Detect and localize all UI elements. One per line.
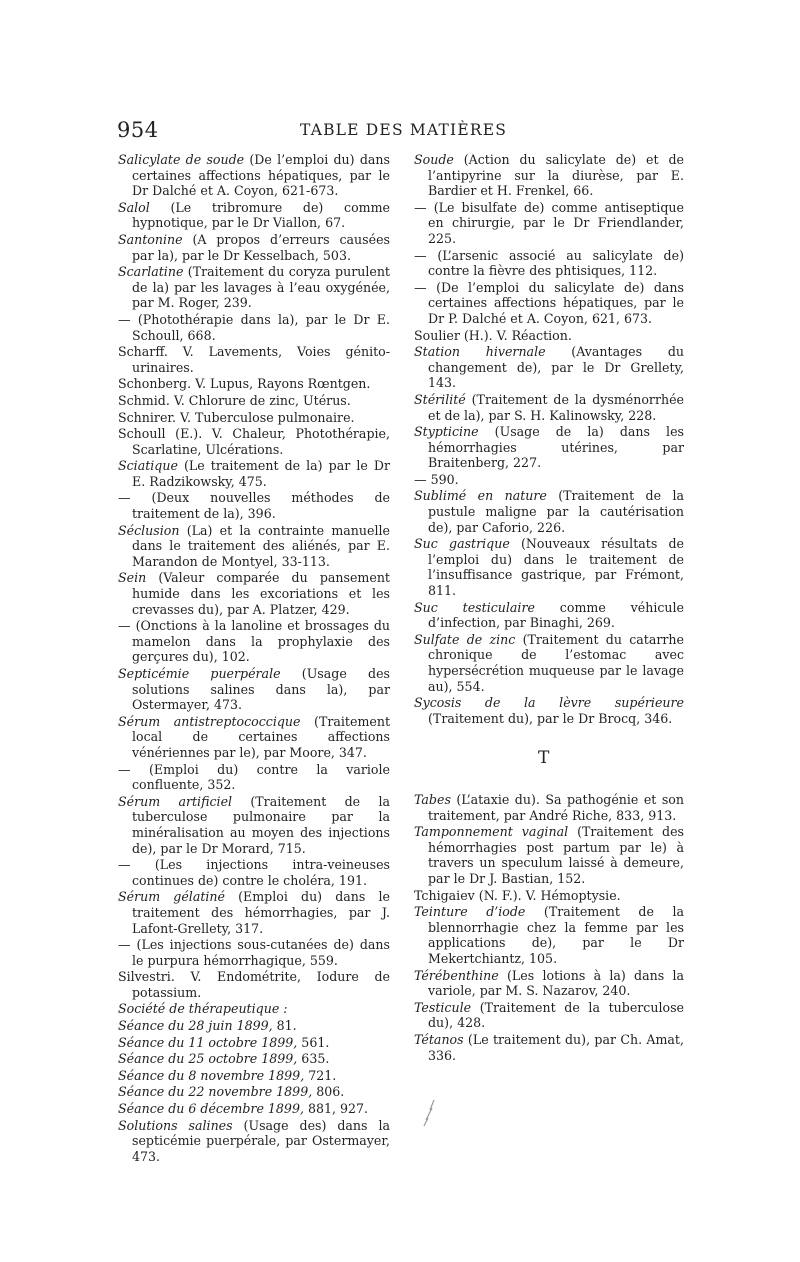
entry-text: — (Emploi du) contre la variole confluente, 352.: [118, 761, 390, 793]
entry-heading: Sérum gélatiné: [118, 889, 225, 905]
entry-text: (Traitement de la tuberculose pulmonaire par la minéralisation au moyen des injections de), par le Dr Morard, 715.: [132, 793, 390, 856]
index-entry: [414, 968, 684, 999]
entry-heading: Séance du 8 novembre 1899,: [118, 1067, 305, 1083]
index-entry: [118, 937, 390, 968]
entry-text: Soulier (H.). V. Réaction.: [414, 327, 572, 343]
entry-heading: Séance du 11 octobre 1899,: [118, 1034, 298, 1050]
index-entry: [118, 523, 390, 570]
entry-heading: Séance du 25 octobre 1899,: [118, 1051, 298, 1067]
index-entry: [414, 904, 684, 966]
entry-text: (Valeur comparée du pansement humide dans les excoriations et les crevasses du), par A. Platzer, 429.: [132, 570, 390, 617]
entry-text: (Usage des solutions salines dans la), par Ostermayer, 473.: [132, 666, 390, 713]
entry-heading: Stypticine: [414, 424, 479, 440]
index-entry: [414, 888, 684, 904]
index-entry: [118, 1001, 390, 1017]
entry-heading: Scarlatine: [118, 264, 184, 280]
running-title: TABLE DES MATIÈRES: [300, 121, 508, 139]
entry-text: (Traitement de la dysménorrhée et de la), par S. H. Kalinowsky, 228.: [428, 391, 684, 423]
page-header: [0, 118, 800, 142]
entry-text: (Le traitement du), par Ch. Amat, 336.: [428, 1031, 684, 1063]
index-entry: [118, 312, 390, 343]
entry-text: (Traitement de la blennorrhagie chez la femme par les applications de), par le Dr Mekertchiantz, 105.: [428, 904, 684, 966]
entry-text: (Traitement de la pustule maligne par la cautérisation de), par Caforio, 226.: [428, 488, 684, 535]
index-entry: [118, 458, 390, 489]
entry-text: (Traitement local de certaines affections vénériennes par le), par Moore, 347.: [132, 713, 391, 760]
page-number: 954: [117, 118, 159, 142]
entry-text: comme véhicule d’infection, par Binaghi, 269.: [428, 599, 684, 631]
entry-heading: Sciatique: [118, 458, 178, 474]
entry-text: 881, 927.: [303, 1101, 369, 1117]
entry-heading: Stérilité: [414, 391, 466, 407]
index-entry: [118, 490, 390, 521]
entry-heading: Sycosis de la lèvre supérieure: [414, 695, 684, 711]
entry-text: Schoull (E.). V. Chaleur, Photothérapie, Scarlatine, Ulcérations.: [118, 426, 390, 457]
index-entry: [118, 666, 390, 713]
entry-text: (Emploi du) dans le traitement des hémorrhagies, par J. Lafont-Grellety, 317.: [132, 889, 390, 936]
entry-text: (De l’emploi du) dans certaines affections hépatiques, par le Dr Dalché et A. Coyon, 621-673.: [132, 152, 390, 199]
entry-text: (La) et la contrainte manuelle dans le traitement des aliénés, par E. Marandon de Montyel, 33-113.: [132, 522, 390, 569]
entry-heading: Testicule: [414, 999, 472, 1015]
index-entry: [414, 392, 684, 423]
entry-text: 561.: [297, 1034, 330, 1050]
index-entry: [414, 200, 684, 247]
entry-text: (Action du salicylate de) et de l’antipyrine sur la diurèse, par E. Bardier et H. Frenkel, 66.: [428, 152, 684, 199]
entry-text: — (L’arsenic associé au salicylate de) contre la fièvre des phtisiques, 112.: [414, 247, 684, 279]
entry-text: (Traitement du), par le Dr Brocq, 346.: [428, 710, 673, 726]
entry-text: — (De l’emploi du salicylate de) dans certaines affections hépatiques, par le Dr P. Dalché et A. Coyon, 621, 673.: [414, 279, 684, 326]
entry-heading: Séance du 22 novembre 1899,: [118, 1084, 313, 1100]
index-entry: [118, 264, 390, 311]
index-entry: [414, 1032, 684, 1063]
entry-text: (Nouveaux résultats de l’emploi du) dans le traitement de l’insuffisance gastrique, par Frémont, 811.: [428, 536, 685, 599]
entry-text: (Usage des) dans la septicémie puerpérale, par Ostermayer, 473.: [132, 1117, 390, 1164]
entry-text: Schnirer. V. Tuberculose pulmonaire.: [118, 409, 355, 425]
entry-heading: Solutions salines: [118, 1117, 233, 1133]
entry-text: (Le tribromure de) comme hypnotique, par le Dr Viallon, 67.: [132, 199, 390, 231]
index-entry: [414, 1000, 684, 1031]
index-entry: [414, 632, 684, 694]
index-entry: [118, 1051, 390, 1067]
entry-heading: Séance du 28 juin 1899,: [118, 1018, 273, 1034]
index-entry: [414, 824, 684, 886]
entry-text: (Avantages du changement de), par le Dr Grellety, 143.: [428, 344, 684, 391]
left-column: [118, 152, 390, 1165]
entry-text: — (Le bisulfate de) comme antiseptique en chirurgie, par le Dr Friendlander, 225.: [414, 199, 684, 246]
index-entry: [414, 328, 684, 344]
index-entry: [118, 889, 390, 936]
index-entry: [118, 152, 390, 199]
entry-text: — (Photothérapie dans la), par le Dr E. Schoull, 668.: [118, 311, 390, 343]
index-entry: [118, 232, 390, 263]
entry-heading: Séance du 6 décembre 1899,: [118, 1101, 304, 1117]
index-entry: [118, 410, 390, 426]
index-entry: [414, 248, 684, 279]
entry-heading: Sein: [118, 570, 147, 586]
right-column-t: [414, 792, 684, 1064]
entry-heading: Teinture d’iode: [414, 904, 526, 920]
t-entries: [414, 792, 684, 1063]
entry-heading: Suc testiculaire: [414, 599, 535, 615]
entry-heading: Sulfate de zinc: [414, 631, 516, 647]
index-entry: [118, 426, 390, 457]
index-entry: [414, 472, 684, 488]
entry-text: (Traitement du catarrhe chronique de l’estomac avec hypersécrétion muqueuse par le lavage au), 554.: [428, 631, 684, 694]
right-column: [414, 152, 684, 727]
index-entry: [118, 714, 390, 761]
entry-heading: Séclusion: [118, 522, 180, 538]
entry-text: Tchigaiev (N. F.). V. Hémoptysie.: [414, 887, 621, 903]
entry-heading: Suc gastrique: [414, 536, 510, 552]
index-entry: [118, 376, 390, 392]
entry-text: — (Onctions à la lanoline et brossages du mamelon dans la prophylaxie des gerçures du), 102.: [118, 618, 390, 665]
entry-text: (Traitement de la tuberculose du), 428.: [428, 999, 684, 1031]
index-entry: [118, 762, 390, 793]
index-entry: [118, 1068, 390, 1084]
entry-text: (Usage de la) dans les hémorrhagies utérines, par Braitenberg, 227.: [428, 424, 684, 471]
index-entry: [414, 344, 684, 391]
index-entry: [118, 1035, 390, 1051]
entry-text: (L’ataxie du). Sa pathogénie et son traitement, par André Riche, 833, 913.: [428, 792, 684, 823]
entry-text: Schonberg. V. Lupus, Rayons Rœntgen.: [118, 376, 371, 392]
entry-heading: Térébenthine: [414, 967, 499, 983]
index-entry: [118, 1018, 390, 1034]
entry-text: 806.: [312, 1084, 345, 1100]
entry-heading: Tamponnement vaginal: [414, 824, 569, 840]
entry-heading: Station hivernale: [414, 344, 546, 360]
entry-heading: Santonine: [118, 231, 183, 247]
section-letter: T: [538, 748, 550, 768]
entry-text: (Les lotions à la) dans la variole, par M. S. Nazarov, 240.: [428, 967, 684, 999]
index-entry: [118, 857, 390, 888]
index-entry: [118, 1101, 390, 1117]
index-entry: [118, 200, 390, 231]
entry-heading: Sublimé en nature: [414, 488, 547, 504]
index-entry: [414, 600, 684, 631]
entry-text: — 590.: [414, 471, 459, 487]
entry-text: Schmid. V. Chlorure de zinc, Utérus.: [118, 392, 351, 408]
index-entry: [414, 152, 684, 199]
entry-text: (Le traitement de la) par le Dr E. Radzikowsky, 475.: [132, 458, 390, 489]
index-entry: [414, 695, 684, 726]
index-entry: [118, 1118, 390, 1165]
index-entry: [118, 618, 390, 665]
index-entry: [118, 393, 390, 409]
entry-text: Silvestri. V. Endométrite, Iodure de potassium.: [118, 969, 390, 1000]
index-entry: [414, 280, 684, 327]
entry-text: — (Deux nouvelles méthodes de traitement de la), 396.: [118, 490, 390, 522]
entry-heading: Soude: [414, 152, 454, 167]
entry-text: (Traitement des hémorrhagies post partum par le) à travers un speculum laissé à demeure, par le Dr J. Bastian, 152.: [428, 824, 685, 886]
entry-heading: Salol: [118, 199, 150, 215]
entry-heading: Société de thérapeutique :: [118, 1001, 288, 1017]
entry-heading: Salicylate de soude: [118, 152, 245, 167]
entry-text: 635.: [297, 1051, 330, 1067]
index-entry: [118, 344, 390, 375]
entry-text: (Traitement du coryza purulent de la) par les lavages à l’eau oxygénée, par M. Roger, 239.: [132, 264, 390, 311]
entry-text: — (Les injections sous-cutanées de) dans le purpura hémorrhagique, 559.: [118, 937, 390, 968]
entry-heading: Sérum antistreptococcique: [118, 713, 301, 729]
entry-text: — (Les injections intra-veineuses continues de) contre le choléra, 191.: [118, 857, 390, 888]
entry-heading: Tétanos: [414, 1031, 464, 1047]
entry-text: 81.: [272, 1018, 297, 1034]
index-entry: [414, 792, 684, 823]
entry-text: (A propos d’erreurs causées par la), par le Dr Kesselbach, 503.: [132, 231, 390, 263]
index-entry: [118, 570, 390, 617]
index-entry: [118, 1084, 390, 1100]
index-entry: [414, 424, 684, 471]
s-entries: [414, 152, 684, 726]
index-entry: [118, 794, 390, 856]
entry-text: Scharff. V. Lavements, Voies génito-urinaires.: [118, 344, 390, 375]
entry-heading: Tabes: [414, 792, 451, 807]
entry-heading: Septicémie puerpérale: [118, 666, 281, 681]
index-entry: [414, 536, 684, 598]
index-entry: [118, 969, 390, 1000]
entry-text: 721.: [304, 1067, 337, 1083]
entry-heading: Sérum artificiel: [118, 793, 233, 809]
index-entry: [414, 488, 684, 535]
ink-smudge-icon: [420, 1098, 442, 1128]
